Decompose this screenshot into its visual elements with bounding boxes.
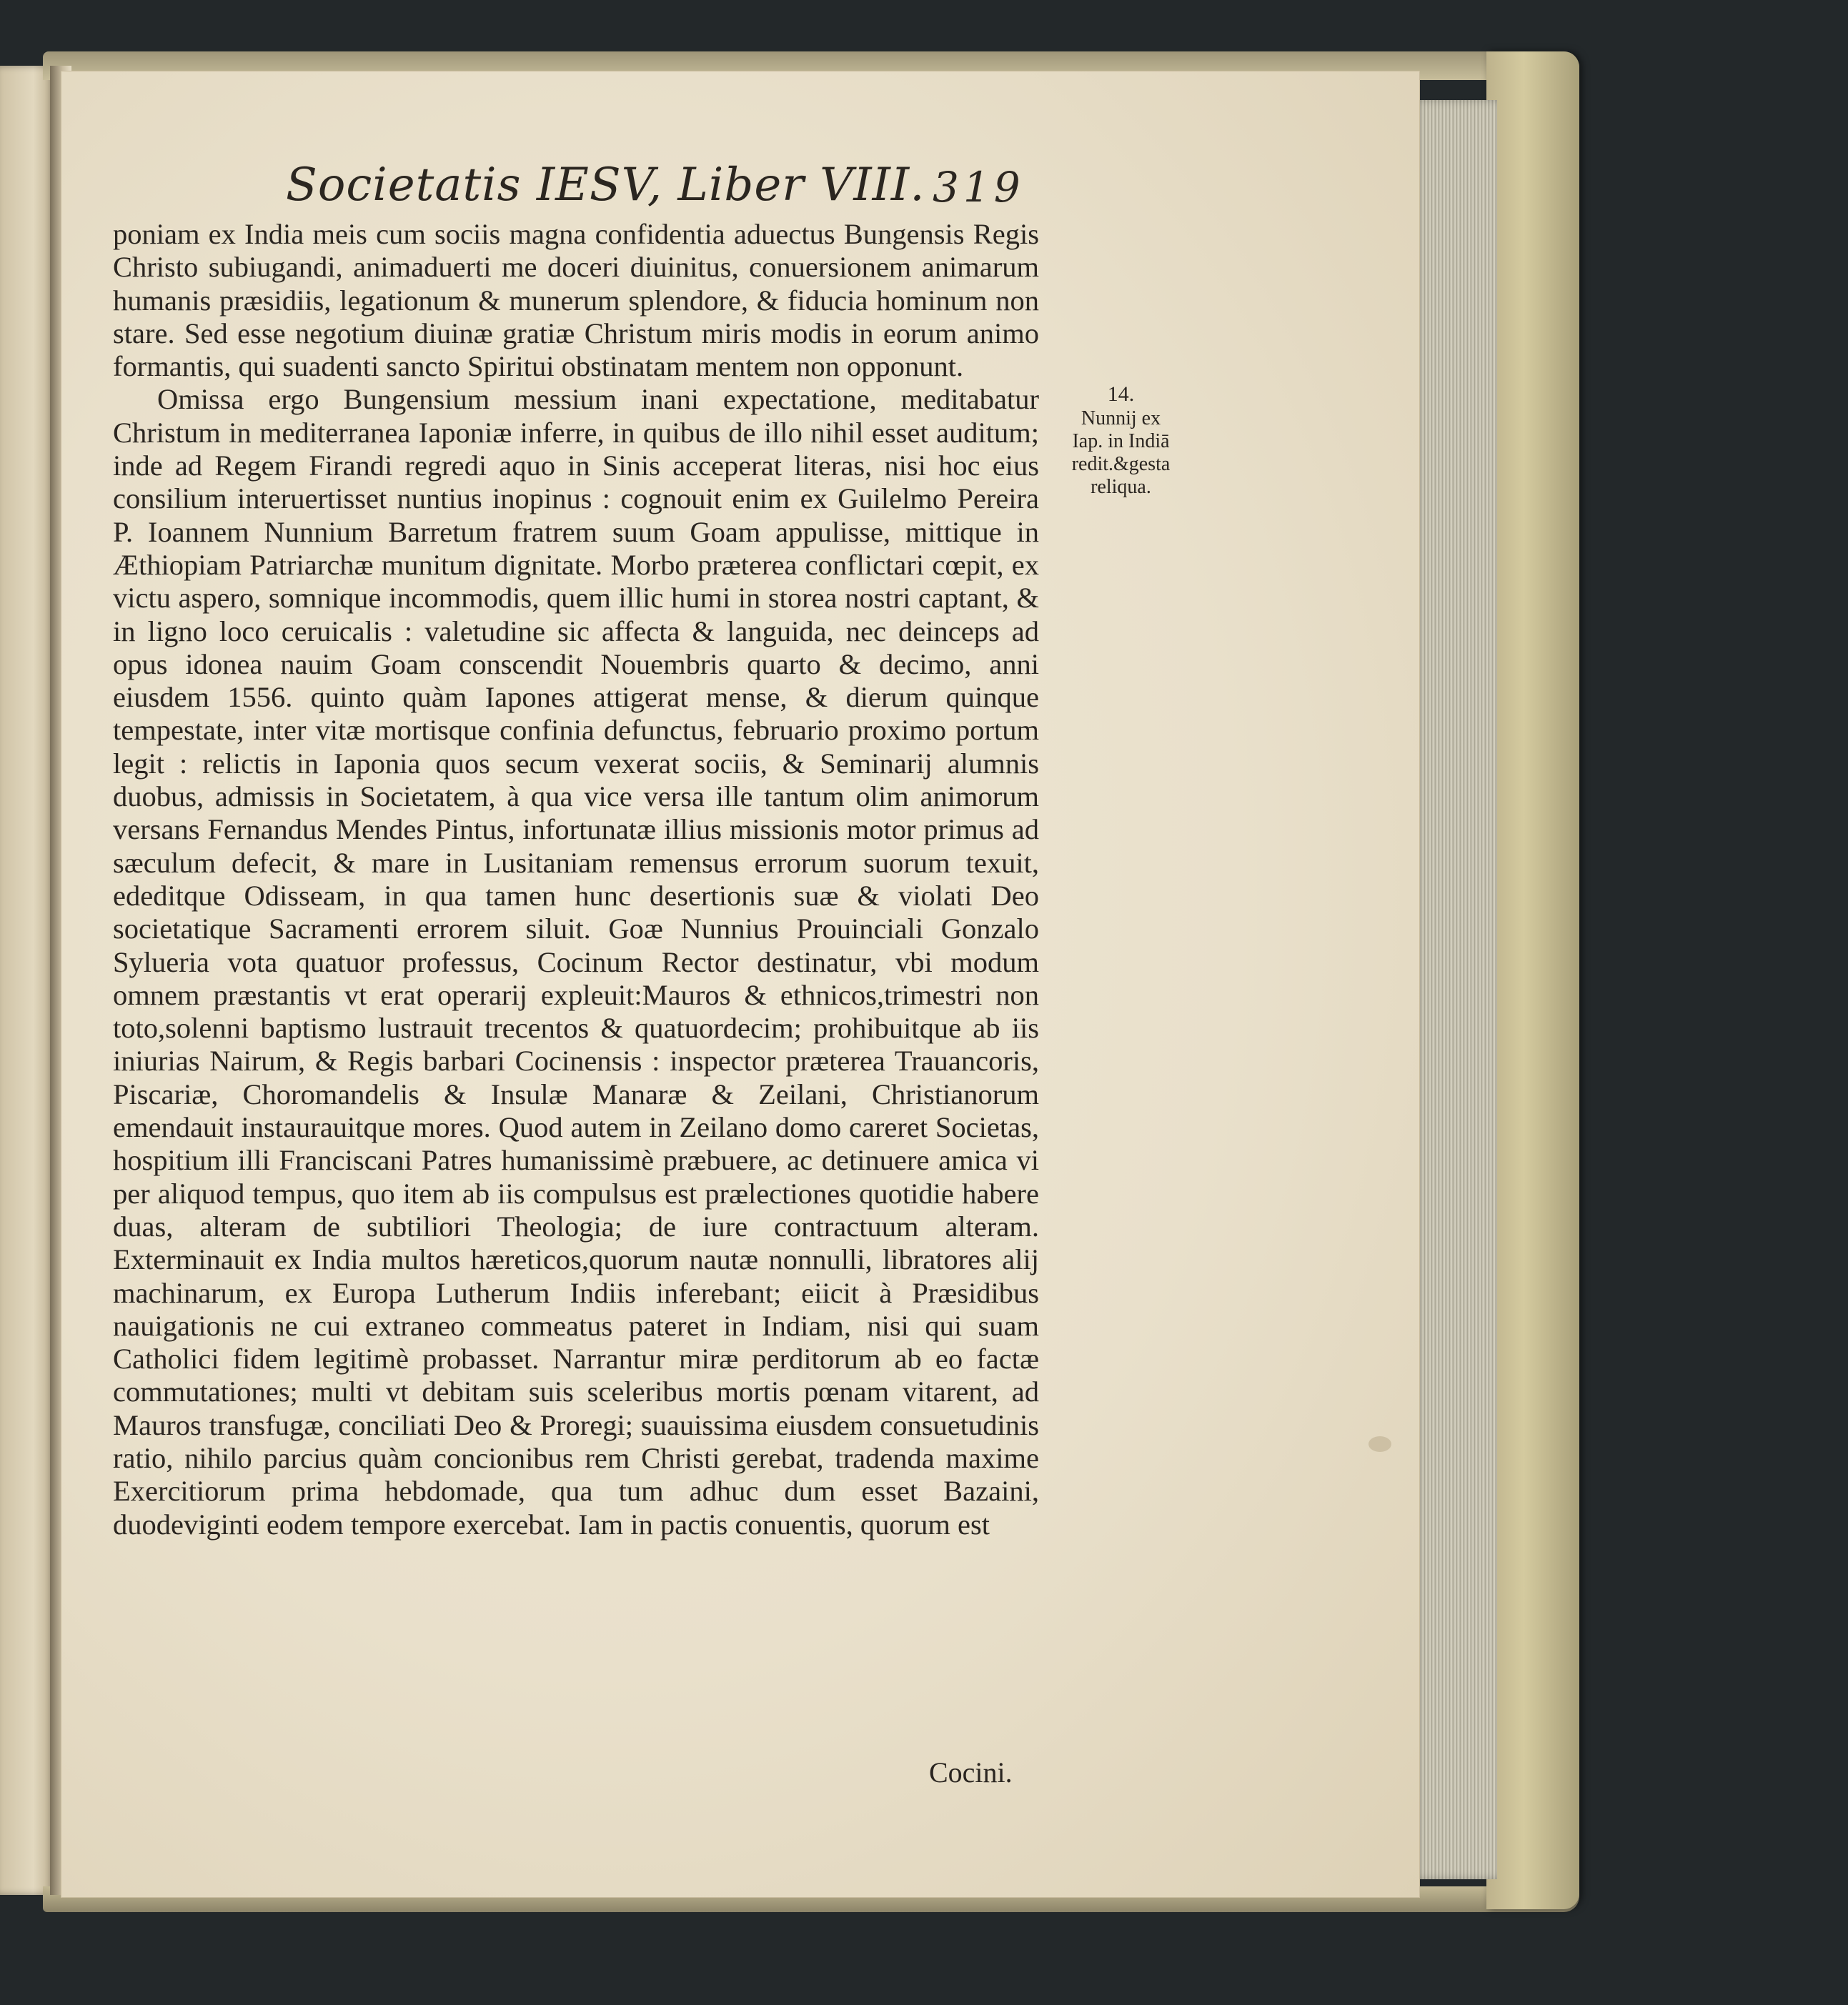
page-block-edges <box>1411 100 1497 1879</box>
paragraph-continuation: poniam ex India meis cum sociis magna confidentia aduectus Bungensis Regis Christo subiugandi, animaduerti me doceri diuinitus, conuersionem animarum humanis præsidiis, legationum & munerum splendore, & fiducia hominum non stare. Sed esse negotium diuinæ gratiæ Christum miris modis in eorum animo formantis, qui suadenti sancto Spiritui obstinatam mentem non opponunt. <box>113 218 1039 383</box>
margin-note-line: Nunnij ex <box>1081 407 1161 429</box>
page-number: 319 <box>933 163 1025 212</box>
page-header <box>286 159 1058 223</box>
paragraph-main: Omissa ergo Bungensium messium inani expectatione, meditabatur Christum in mediterranea Iaponiæ inferre, in quibus de illo nihil esset auditum; inde ad Regem Firandi regredi aquo in Sinis acceperat literas, nisi hoc eius consilium interuertisset nuntius inopinus : cognouit enim ex Guilelmo Pereira P. Ioannem Nunnium Barretum fratrem suum Goam appulisse, mittique in Æthiopiam Patriarchæ munitum dignitate. Morbo præterea conflictari cœpit, ex victu aspero, somnique incommodis, quem illic humi in storea nostri captant, & in ligno loco ceruicalis : valetudine sic affecta & languida, nec deinceps ad opus idonea nauim Goam conscendit Nouembris quarto & decimo, anni eiusdem 1556. quinto quàm Iapones attigerat mense, & dierum quinque tempestate, inter vitæ mortisque confinia defunctus, februario proximo portum legit : relictis in Iaponia quos secum vexerat sociis, & Seminarij alumnis duobus, admissis in Societatem, à qua vice versa ille tantum olim animorum versans Fernandus Mendes Pintus, infortunatæ illius missionis motor primus ad sæculum defecit, & mare in Lusitaniam remensus errorum suorum texuit, ededitque Odisseam, in qua tamen hunc desertionis suæ & violati Deo societatique Sacramenti errorem siluit. Goæ Nunnius Prouinciali Gonzalo Sylueria vota quatuor professus, Cocinum Rector destinatur, vbi modum omnem præstantis vt erat operarij expleuit:Mauros & ethnicos,trimestri non toto,solenni baptismo lustrauit trecentos & quatuordecim; prohibuitque ab iis iniurias Nairum, & Regis barbari Cocinensis : inspector præterea Trauancoris, Piscariæ, Choromandelis & Insulæ Manaræ & Zeilani, Christianorum emendauit instaurauitque mores. Quod autem in Zeilano domo careret Societas, hospitium illi Franciscani Patres humanissimè præbuere, ac detinuere amica vi per aliquod tempus, quo item ab iis compulsus est prælectiones quotidie habere duas, alteram de subtiliori Theologia; de iure contractuum alteram. Exterminauit ex India multos hæreticos,quorum nautæ nonnulli, libratores alij machinarum, ex Europa Lutherum Indiis inferebant; eiicit à Præsidibus nauigationis ne cui extraneo commeatus pateret in Indiam, nisi qui suam Catholici fidem legitimè probasset. Narrantur miræ perditorum ab eo factæ commutationes; multi vt debitam suis sceleribus mortis pœnam vitarent, ad Mauros transfugæ, conciliati Deo & Proregi; suauissima eiusdem consuetudinis ratio, nihilo parcius quàm concionibus rem Christi gerebat, tradenda maxime Exercitiorum prima hebdomade, qua tum adhuc dum esset Bazaini, duodeviginti eodem tempore exercebat. Iam in pactis conuentis, quorum est <box>113 383 1039 1541</box>
margin-note <box>1048 383 1194 499</box>
catchword: Cocini. <box>929 1756 1013 1788</box>
main-text-block <box>113 218 1039 1541</box>
margin-note-number: 14. <box>1107 382 1135 406</box>
book-cover-fore-edge <box>1486 51 1579 1909</box>
previous-page-edge <box>0 66 56 1895</box>
margin-note-line: redit.&gesta <box>1071 453 1171 475</box>
margin-note-line: Iap. in Indiā <box>1072 430 1170 452</box>
margin-note-line: reliqua. <box>1091 476 1151 498</box>
page-stain <box>1368 1436 1391 1452</box>
running-title: Societatis IESV, Liber VIII. <box>286 159 925 212</box>
